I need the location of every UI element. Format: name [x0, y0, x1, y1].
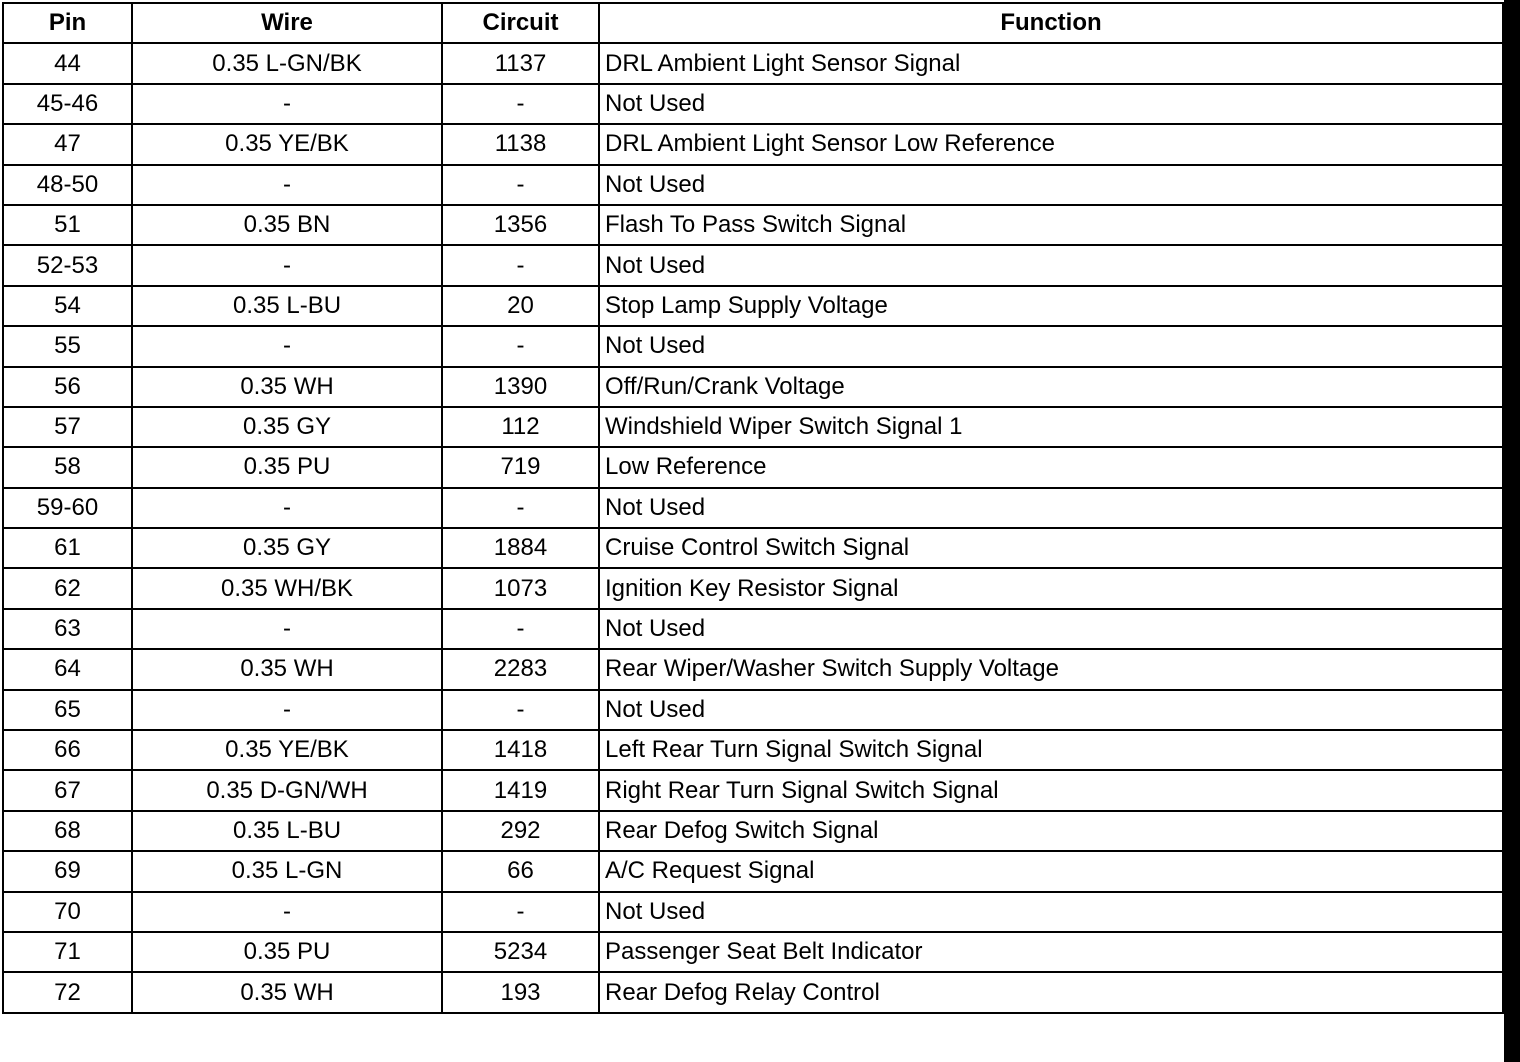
pin-cell: 57	[3, 407, 132, 447]
table-row	[3, 488, 1503, 528]
circuit-cell: 112	[442, 407, 599, 447]
circuit-cell: 20	[442, 286, 599, 326]
wire-cell: 0.35 WH	[132, 649, 442, 689]
circuit-cell: -	[442, 165, 599, 205]
table-row	[3, 286, 1503, 326]
function-cell: Right Rear Turn Signal Switch Signal	[599, 770, 1503, 810]
wire-cell: 0.35 YE/BK	[132, 730, 442, 770]
table-row	[3, 568, 1503, 608]
pin-cell: 69	[3, 851, 132, 891]
table-row	[3, 851, 1503, 891]
pin-cell: 71	[3, 932, 132, 972]
function-cell: Not Used	[599, 892, 1503, 932]
function-cell: Rear Wiper/Washer Switch Supply Voltage	[599, 649, 1503, 689]
wire-cell: 0.35 PU	[132, 447, 442, 487]
function-cell: Not Used	[599, 609, 1503, 649]
pinout-table	[2, 2, 1504, 1014]
table-row	[3, 892, 1503, 932]
table-row	[3, 367, 1503, 407]
wire-cell: 0.35 WH	[132, 972, 442, 1012]
pin-cell: 54	[3, 286, 132, 326]
pin-cell: 52-53	[3, 245, 132, 285]
function-cell: Not Used	[599, 326, 1503, 366]
circuit-cell: 719	[442, 447, 599, 487]
function-cell: A/C Request Signal	[599, 851, 1503, 891]
wire-cell: 0.35 L-GN	[132, 851, 442, 891]
right-edge-border	[1504, 0, 1520, 1062]
wire-cell: -	[132, 84, 442, 124]
wire-cell: -	[132, 892, 442, 932]
wire-cell: 0.35 PU	[132, 932, 442, 972]
header-row	[3, 3, 1503, 43]
pin-cell: 58	[3, 447, 132, 487]
pin-cell: 65	[3, 690, 132, 730]
pin-cell: 59-60	[3, 488, 132, 528]
table-row	[3, 43, 1503, 83]
function-cell: DRL Ambient Light Sensor Signal	[599, 43, 1503, 83]
table-row	[3, 245, 1503, 285]
wire-cell: -	[132, 165, 442, 205]
table-row	[3, 205, 1503, 245]
circuit-cell: 1073	[442, 568, 599, 608]
wire-cell: 0.35 WH/BK	[132, 568, 442, 608]
circuit-cell: -	[442, 488, 599, 528]
pin-cell: 45-46	[3, 84, 132, 124]
table-row	[3, 972, 1503, 1012]
pin-cell: 70	[3, 892, 132, 932]
function-cell: Off/Run/Crank Voltage	[599, 367, 1503, 407]
circuit-cell: 1884	[442, 528, 599, 568]
pin-cell: 44	[3, 43, 132, 83]
circuit-cell: 66	[442, 851, 599, 891]
wire-cell: -	[132, 245, 442, 285]
function-cell: Windshield Wiper Switch Signal 1	[599, 407, 1503, 447]
circuit-cell: 2283	[442, 649, 599, 689]
wire-cell: 0.35 BN	[132, 205, 442, 245]
header-function: Function	[599, 3, 1503, 43]
table-row	[3, 649, 1503, 689]
wire-cell: 0.35 L-BU	[132, 286, 442, 326]
circuit-cell: 1418	[442, 730, 599, 770]
wire-cell: 0.35 L-GN/BK	[132, 43, 442, 83]
pin-cell: 48-50	[3, 165, 132, 205]
wire-cell: -	[132, 609, 442, 649]
table-row	[3, 609, 1503, 649]
pin-cell: 55	[3, 326, 132, 366]
function-cell: Not Used	[599, 165, 1503, 205]
pin-cell: 56	[3, 367, 132, 407]
circuit-cell: -	[442, 609, 599, 649]
wire-cell: 0.35 GY	[132, 528, 442, 568]
circuit-cell: 1137	[442, 43, 599, 83]
header-pin: Pin	[3, 3, 132, 43]
wire-cell: 0.35 L-BU	[132, 811, 442, 851]
wire-cell: -	[132, 690, 442, 730]
wire-cell: 0.35 GY	[132, 407, 442, 447]
circuit-cell: -	[442, 84, 599, 124]
wire-cell: -	[132, 326, 442, 366]
wire-cell: 0.35 YE/BK	[132, 124, 442, 164]
table-row	[3, 690, 1503, 730]
function-cell: Flash To Pass Switch Signal	[599, 205, 1503, 245]
function-cell: Rear Defog Relay Control	[599, 972, 1503, 1012]
wire-cell: 0.35 D-GN/WH	[132, 770, 442, 810]
function-cell: Ignition Key Resistor Signal	[599, 568, 1503, 608]
function-cell: Not Used	[599, 245, 1503, 285]
function-cell: Not Used	[599, 690, 1503, 730]
header-wire: Wire	[132, 3, 442, 43]
pin-cell: 61	[3, 528, 132, 568]
function-cell: Stop Lamp Supply Voltage	[599, 286, 1503, 326]
circuit-cell: 1138	[442, 124, 599, 164]
pin-cell: 64	[3, 649, 132, 689]
circuit-cell: 193	[442, 972, 599, 1012]
function-cell: Not Used	[599, 488, 1503, 528]
table-row	[3, 447, 1503, 487]
pin-cell: 63	[3, 609, 132, 649]
pin-cell: 51	[3, 205, 132, 245]
table-row	[3, 932, 1503, 972]
circuit-cell: 5234	[442, 932, 599, 972]
pin-cell: 72	[3, 972, 132, 1012]
circuit-cell: -	[442, 690, 599, 730]
table-row	[3, 326, 1503, 366]
function-cell: Low Reference	[599, 447, 1503, 487]
circuit-cell: 292	[442, 811, 599, 851]
header-circuit: Circuit	[442, 3, 599, 43]
table-row	[3, 811, 1503, 851]
table-row	[3, 165, 1503, 205]
pin-cell: 47	[3, 124, 132, 164]
circuit-cell: 1356	[442, 205, 599, 245]
pin-cell: 67	[3, 770, 132, 810]
function-cell: Passenger Seat Belt Indicator	[599, 932, 1503, 972]
function-cell: DRL Ambient Light Sensor Low Reference	[599, 124, 1503, 164]
table-row	[3, 124, 1503, 164]
table-row	[3, 407, 1503, 447]
circuit-cell: 1390	[442, 367, 599, 407]
circuit-cell: -	[442, 245, 599, 285]
wire-cell: 0.35 WH	[132, 367, 442, 407]
pin-cell: 68	[3, 811, 132, 851]
table-body	[3, 43, 1503, 1012]
table-row	[3, 730, 1503, 770]
wire-cell: -	[132, 488, 442, 528]
table-row	[3, 84, 1503, 124]
circuit-cell: -	[442, 892, 599, 932]
function-cell: Not Used	[599, 84, 1503, 124]
function-cell: Cruise Control Switch Signal	[599, 528, 1503, 568]
table-row	[3, 770, 1503, 810]
circuit-cell: -	[442, 326, 599, 366]
function-cell: Left Rear Turn Signal Switch Signal	[599, 730, 1503, 770]
circuit-cell: 1419	[442, 770, 599, 810]
pin-cell: 66	[3, 730, 132, 770]
function-cell: Rear Defog Switch Signal	[599, 811, 1503, 851]
pin-cell: 62	[3, 568, 132, 608]
table-row	[3, 528, 1503, 568]
